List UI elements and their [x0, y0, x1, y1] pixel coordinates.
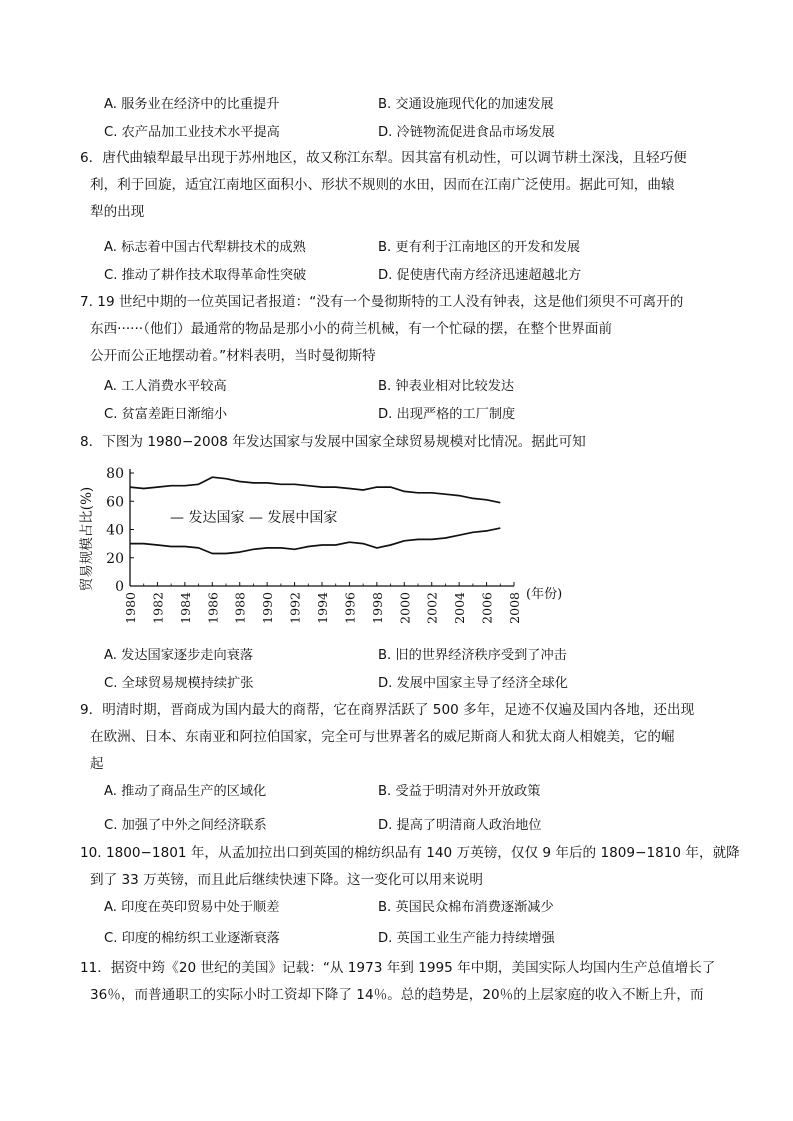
q9-option-row-2	[104, 812, 724, 840]
q6-option-row-2	[104, 262, 724, 290]
q10-option-a[interactable]: A. 印度在英印贸易中处于顺差	[104, 900, 280, 915]
q8-option-row-2	[104, 670, 724, 698]
question-10	[80, 840, 740, 894]
chart-y-axis-label: 贸易规模占比(%)	[79, 486, 95, 592]
q5-option-a[interactable]: A. 服务业在经济中的比重提升	[104, 97, 280, 112]
q10-option-row-2	[104, 925, 724, 953]
q10-stem-line-1: 10. 1800−1801 年，从孟加拉出口到英国的棉纺织品有 140 万英镑，仅仅 9 年后的 1809−1810 年，就降	[80, 845, 740, 861]
chart-axes	[106, 466, 522, 624]
q5-option-b[interactable]: B. 交通设施现代化的加速发展	[378, 97, 554, 112]
q7-option-row-1	[104, 373, 724, 401]
chart-x-tick-label: 1982	[150, 592, 166, 624]
chart-x-tick-label: 1998	[369, 592, 385, 624]
chart-x-tick-label: 1980	[123, 592, 138, 624]
q10-option-row-1	[104, 894, 724, 925]
q8-option-d[interactable]: D. 发展中国家主导了经济全球化	[378, 676, 568, 691]
q6-option-a[interactable]: A. 标志着中国古代犁耕技术的成熟	[104, 240, 306, 255]
chart-series-line-2	[130, 528, 500, 553]
q6-stem-line-1: 6．唐代曲辕犁最早出现于苏州地区，故又称江东犁。因其富有机动性，可以调节耕土深浅，且轻巧便	[80, 150, 687, 166]
chart-legend: — 发达国家 — 发展中国家	[170, 510, 338, 526]
chart-x-tick-label: 1986	[205, 592, 221, 624]
q10-stem-line-2: 到了 33 万英镑，而且此后继续快速下降。这一变化可以用来说明	[90, 872, 483, 888]
chart-x-tick-label: 1994	[315, 592, 330, 624]
q9-stem-line-1: 9．明清时期，晋商成为国内最大的商帮，它在商界活跃了 500 多年，足迹不仅遍及国内各地，还出现	[80, 702, 695, 718]
chart-x-tick-label: 1996	[342, 592, 358, 624]
q10-option-c[interactable]: C. 印度的棉纺织工业逐渐衰落	[104, 931, 280, 946]
chart-y-tick-label: 20	[106, 550, 124, 567]
chart-x-tick-label: 2002	[424, 592, 440, 624]
chart-y-tick-label: 40	[106, 522, 124, 539]
chart-y-tick-label: 80	[106, 466, 124, 482]
q6-option-c[interactable]: C. 推动了耕作技术取得革命性突破	[104, 268, 307, 283]
q9-options	[104, 778, 724, 840]
q6-stem-line-2: 利，利于回旋，适宜江南地区面积小、形状不规则的水田，因而在江南广泛使用。据此可知，曲辕	[90, 177, 675, 193]
chart-y-tick-label: 60	[106, 494, 124, 511]
q7-option-b[interactable]: B. 钟表业相对比较发达	[378, 379, 515, 394]
q7-option-a[interactable]: A. 工人消费水平较高	[104, 379, 227, 394]
q8-option-b[interactable]: B. 旧的世界经济秩序受到了冲击	[378, 648, 567, 663]
q7-option-row-2	[104, 401, 724, 429]
question-8	[80, 429, 720, 456]
q7-stem-line-3: 公开而公正地摆动着。”材料表明，当时曼彻斯特	[90, 348, 376, 364]
q8-option-row-1	[104, 642, 724, 670]
q8-stem-line-1: 8．下图为 1980−2008 年发达国家与发展中国家全球贸易规模对比情况。据此可知	[80, 434, 586, 450]
trade-chart	[74, 464, 584, 636]
q5-options	[104, 91, 724, 147]
chart-x-tick-label: 2006	[479, 592, 495, 624]
q9-stem-line-3: 起	[90, 756, 104, 772]
chart-x-tick-label: 1992	[287, 592, 303, 624]
q9-option-row-1	[104, 778, 724, 812]
q5-option-d[interactable]: D. 冷链物流促进食品市场发展	[378, 125, 555, 140]
q7-option-c[interactable]: C. 贫富差距日渐缩小	[104, 407, 228, 422]
q11-stem-line-1: 11．据资中筠《20 世纪的美国》记载：“从 1973 年到 1995 年中期，美国实际人均国内生产总值增长了	[80, 960, 716, 976]
q10-option-b[interactable]: B. 英国民众棉布消费逐渐减少	[378, 900, 554, 915]
q5-option-row-1	[104, 91, 724, 119]
chart-x-axis-label: (年份)	[526, 587, 563, 602]
q6-option-row-1	[104, 234, 724, 262]
q7-options	[104, 373, 724, 429]
q8-option-c[interactable]: C. 全球贸易规模持续扩张	[104, 676, 254, 691]
chart-x-tick-label: 2000	[397, 592, 413, 624]
chart-x-tick-label: 1988	[232, 592, 248, 624]
chart-y-tick-label: 0	[115, 579, 124, 595]
chart-series-line-1	[130, 477, 500, 503]
q5-option-c[interactable]: C. 农产品加工业技术水平提高	[104, 125, 280, 140]
q9-option-d[interactable]: D. 提高了明清商人政治地位	[378, 818, 542, 833]
question-9	[80, 697, 720, 778]
q9-option-a[interactable]: A. 推动了商品生产的区域化	[104, 784, 267, 799]
trade-chart-svg	[74, 464, 584, 636]
chart-x-tick-label: 2004	[452, 592, 468, 624]
q9-stem-line-2: 在欧洲、日本、东南亚和阿拉伯国家，完全可与世界著名的威尼斯商人和犹太商人相媲美，它的崛	[90, 729, 675, 745]
q9-option-c[interactable]: C. 加强了中外之间经济联系	[104, 818, 267, 833]
q7-stem-line-2: 东西······（他们）最通常的物品是那小小的荷兰机械，有一个忙碌的摆，在整个世界面前	[90, 321, 613, 337]
chart-x-tick-label: 1984	[177, 592, 193, 624]
q6-options	[104, 234, 724, 290]
q6-stem-line-3: 犁的出现	[90, 204, 145, 220]
q9-option-b[interactable]: B. 受益于明清对外开放政策	[378, 784, 541, 799]
q8-option-a[interactable]: A. 发达国家逐步走向衰落	[104, 648, 254, 663]
question-7	[80, 289, 720, 370]
q6-option-d[interactable]: D. 促使唐代南方经济迅速超越北方	[378, 268, 582, 283]
question-11	[80, 955, 720, 1009]
q10-options	[104, 894, 724, 953]
q8-options	[104, 642, 724, 698]
q6-option-b[interactable]: B. 更有利于江南地区的开发和发展	[378, 240, 581, 255]
chart-x-tick-label: 2008	[507, 592, 522, 624]
q7-stem-line-1: 7. 19 世纪中期的一位英国记者报道：“没有一个曼彻斯特的工人没有钟表，这是他们须臾不可离开的	[80, 294, 684, 310]
q7-option-d[interactable]: D. 出现严格的工厂制度	[378, 407, 516, 422]
chart-x-tick-label: 1990	[260, 592, 276, 624]
question-6	[80, 145, 720, 226]
q10-option-d[interactable]: D. 英国工业生产能力持续增强	[378, 931, 555, 946]
q11-stem-line-2: 36％，而普通职工的实际小时工资却下降了 14％。总的趋势是，20％的上层家庭的收入不断上升，而	[90, 987, 704, 1003]
q5-option-row-2	[104, 119, 724, 147]
